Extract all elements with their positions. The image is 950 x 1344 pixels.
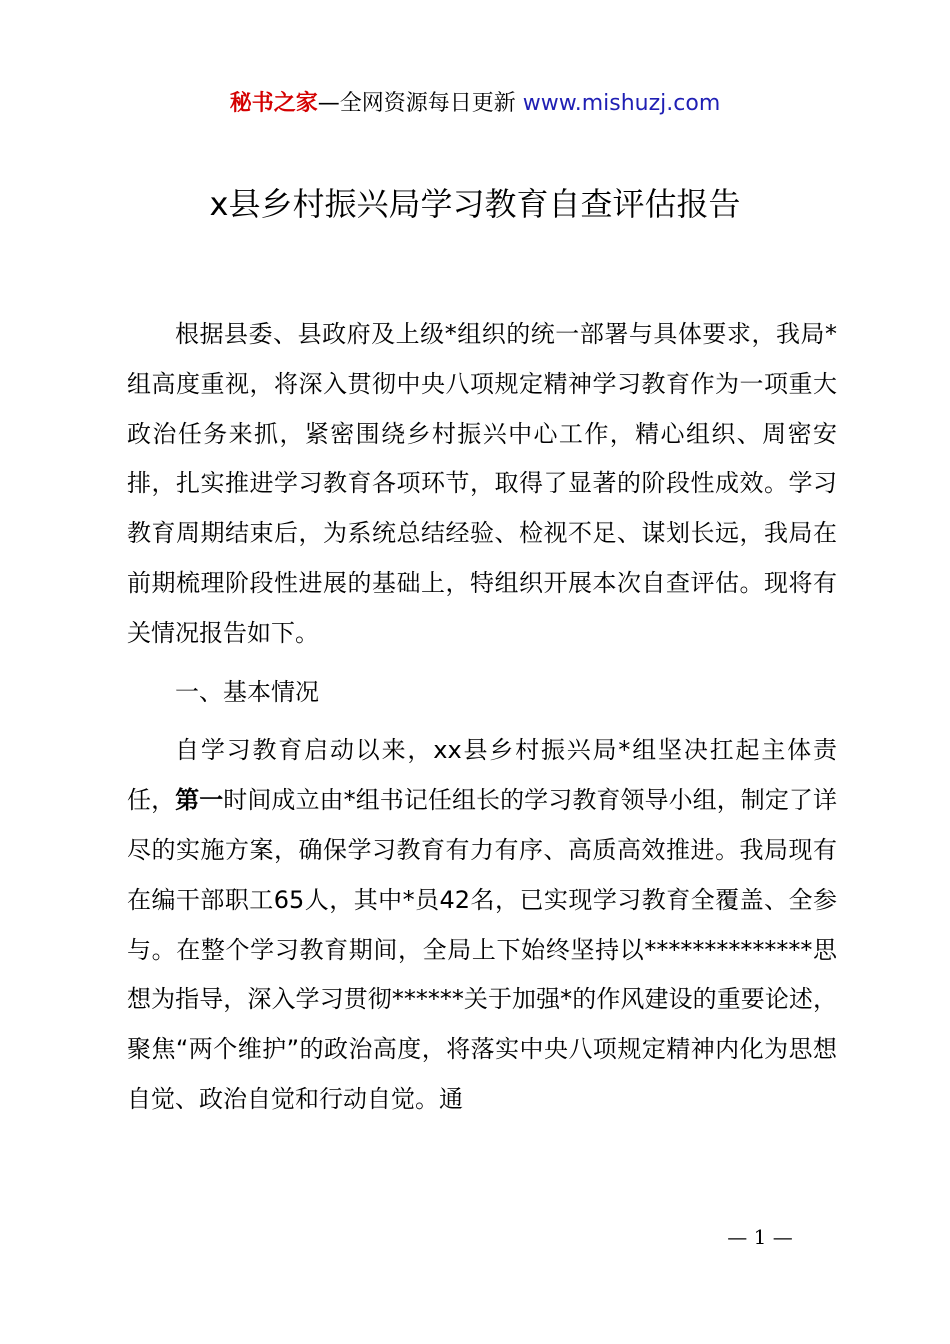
- page-number: — 1 —: [727, 1225, 793, 1249]
- section-paragraph-text-1: 自学习教育启动以来，xx县乡村振兴局*组坚决扛起主体责任，: [127, 736, 837, 815]
- document-title: x县乡村振兴局学习教育自查评估报告: [209, 185, 741, 223]
- section-heading: 一、基本情况: [175, 677, 319, 706]
- section-paragraph-bold: 第一: [175, 786, 224, 815]
- site-header: [0, 88, 950, 120]
- brand-name: 秘书之家: [229, 91, 318, 116]
- section-paragraph: [127, 726, 837, 1124]
- section-paragraph-text-2: 时间成立由*组书记任组长的学习教育领导小组，制定了详尽的实施方案，确保学习教育有力有序、高质高效推进。我局现有在编干部职工65人，其中*员42名，已实现学习教育全覆盖、全参与。在整个学习教育期间，全局上下始终坚持以**************思想为指导，深入学习贯彻******关于加强*的作风建设的重要论述，聚焦“两个维护”的政治高度，将落实中央八项规定精神内化为思想自觉、政治自觉和行动自觉。通: [127, 786, 838, 1113]
- intro-paragraph: 根据县委、县政府及上级*组织的统一部署与具体要求，我局*组高度重视，将深入贯彻中央八项规定精神学习教育作为一项重大政治任务来抓，紧密围绕乡村振兴中心工作，精心组织、周密安排，扎实推进学习教育各项环节，取得了显著的阶段性成效。学习教育周期结束后，为系统总结经验、检视不足、谋划长远，我局在前期梳理阶段性进展的基础上，特组织开展本次自查评估。现将有关情况报告如下。: [127, 320, 837, 647]
- site-url-link[interactable]: www.mishuzj.com: [522, 91, 721, 116]
- header-tagline: —全网资源每日更新: [317, 91, 523, 116]
- document-body: [127, 310, 837, 1125]
